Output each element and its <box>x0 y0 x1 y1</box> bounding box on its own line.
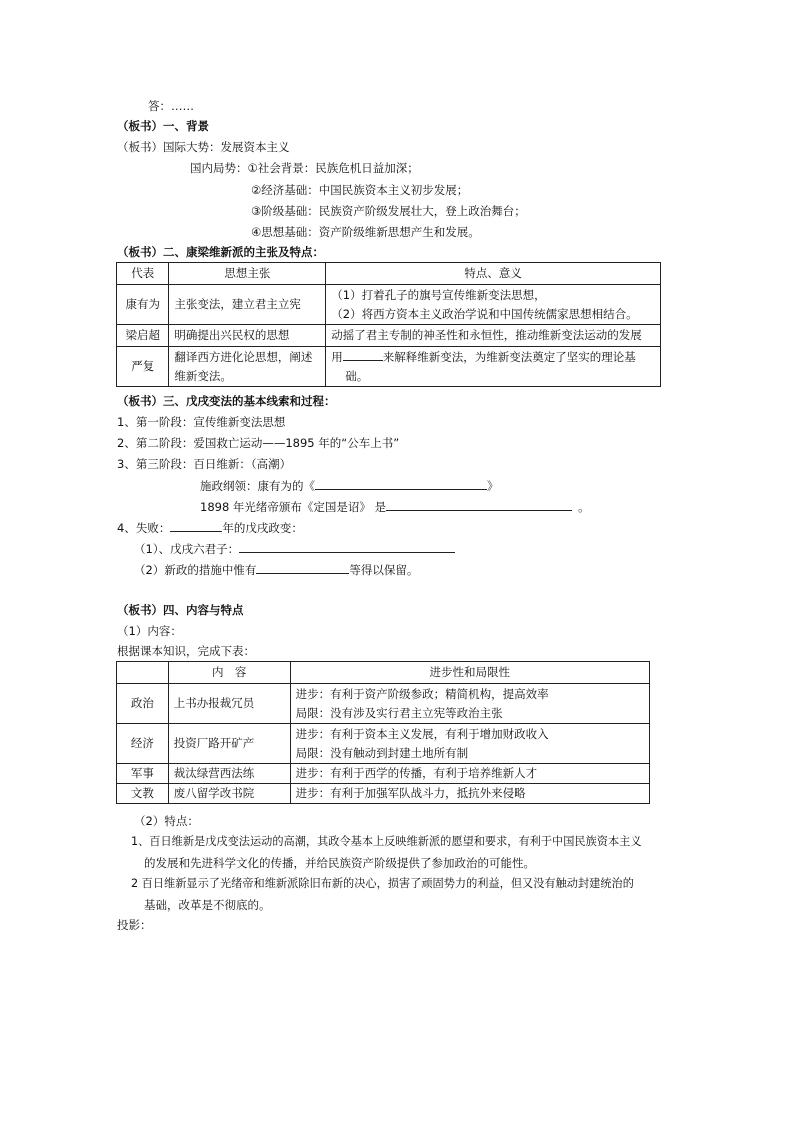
blank-evolution-theory[interactable] <box>343 348 383 361</box>
failure-line: 4、失败： 年的戊戌政变： <box>117 521 303 535</box>
yan-features-cell: 用 来解释维新变法，为维新变法奠定了坚实的理论基 础。 <box>326 347 661 387</box>
background-item-economic: ②经济基础：中国民族资本主义初步发展； <box>251 183 469 197</box>
header-ideas: 思想主张 <box>169 263 326 285</box>
header-content: 内 容 <box>168 662 290 684</box>
header-field-blank <box>117 662 169 684</box>
background-item-ideology: ④思想基础：资产阶级维新思想产生和发展。 <box>251 225 480 239</box>
kang-features-cell: （1）打着孔子的旗号宣传维新变法思想， （2）将西方资本主义政治学说和中国传统儒家思想相结合。 <box>326 285 661 325</box>
assessment-politics: 进步：有利于资产阶级参政；精简机构，提高效率 局限：没有涉及实行君主立宪等政治主张 <box>290 684 649 724</box>
liang-idea-cell: 明确提出兴民权的思想 <box>169 325 326 347</box>
stage-1: 1、第一阶段：宣传维新变法思想 <box>117 415 286 429</box>
field-economy: 经济 <box>117 724 169 764</box>
kang-idea-cell: 主张变法，建立君主立宪 <box>169 285 326 325</box>
blank-failure-year[interactable] <box>170 519 222 532</box>
content-politics: 上书办报裁冗员 <box>168 684 290 724</box>
stage-2: 2、第二阶段：爱国救亡运动——1895 年的“公车上书” <box>117 436 400 450</box>
section-3-title: （板书）三、戊戌变法的基本线索和过程： <box>117 394 336 408</box>
content-military: 裁汰绿营西法练 <box>168 764 290 784</box>
answer-line: 答：…… <box>148 99 194 113</box>
kang-youwei-cell: 康有为 <box>117 285 169 325</box>
section-4-title: （板书）四、内容与特点 <box>117 603 244 617</box>
field-culture-education: 文教 <box>117 784 169 804</box>
assessment-culture-education: 进步：有利于加强军队战斗力，抵抗外来侵略 <box>290 784 649 804</box>
blank-program-title[interactable] <box>315 477 487 490</box>
section-1-title: （板书）一、背景 <box>117 119 209 133</box>
stage-3: 3、第三阶段：百日维新：（高潮） <box>117 457 292 471</box>
content-economy: 投资厂路开矿产 <box>168 724 290 764</box>
reform-program: 施政纲领：康有为的《 》 <box>200 479 499 493</box>
yan-idea-cell: 翻译西方进化论思想，阐述 维新变法。 <box>169 347 326 387</box>
assessment-military: 进步：有利于西学的传播，有利于培养维新人才 <box>290 764 649 784</box>
header-progress-limits: 进步性和局限性 <box>290 662 649 684</box>
feature-1-line-2: 的发展和先进科学文化的传播，并给民族资产阶级提供了参加政治的可能性。 <box>144 856 535 870</box>
reformers-table <box>116 262 661 387</box>
blank-six-gentlemen[interactable] <box>239 540 455 553</box>
field-politics: 政治 <box>117 684 169 724</box>
header-features: 特点、意义 <box>326 263 661 285</box>
feature-2-line-1: 2 百日维新显示了光绪帝和维新派除旧布新的决心，损害了顽固势力的利益，但又没有触动封建统治的 <box>131 877 634 890</box>
features-heading: （2）特点： <box>134 814 199 828</box>
table-instruction: 根据课本知识，完成下表： <box>117 644 255 658</box>
section-2-title: （板书）二、康梁维新派的主张及特点： <box>117 245 324 259</box>
blank-edict-meaning[interactable] <box>386 498 572 511</box>
yan-fu-cell: 严复 <box>117 347 169 387</box>
content-culture-education: 废八留学改书院 <box>168 784 290 804</box>
feature-1-line-1: 1、百日维新是戊戌变法运动的高潮，其政令基本上反映维新派的愿望和要求，有利于中国民族资本主义 <box>131 835 642 848</box>
domestic-trend: 国内局势：①社会背景：民族危机日益加深； <box>190 161 419 175</box>
liang-features-cell: 动摇了君主专制的神圣性和永恒性，推动维新变法运动的发展 <box>326 325 661 347</box>
six-gentlemen-line: （1）、戊戌六君子： <box>134 540 455 557</box>
reform-content-table <box>116 661 650 804</box>
retained-measures-line: （2）新政的措施中惟有 等得以保留。 <box>134 563 419 577</box>
field-military: 军事 <box>117 764 169 784</box>
edict-line: 1898 年光绪帝颁布《定国是诏》 是 。 <box>200 500 590 514</box>
international-trend: （板书）国际大势：发展资本主义 <box>117 140 290 154</box>
header-representative: 代表 <box>117 263 169 285</box>
content-heading: （1）内容： <box>117 624 182 638</box>
background-item-class: ③阶级基础：民族资产阶级发展壮大，登上政治舞台； <box>251 204 526 218</box>
projection-label: 投影： <box>117 918 152 932</box>
assessment-economy: 进步：有利于资本主义发展，有利于增加财政收入 局限：没有触动到封建土地所有制 <box>290 724 649 764</box>
blank-retained-measure[interactable] <box>256 561 349 574</box>
feature-2-line-2: 基础，改革是不彻底的。 <box>144 898 271 912</box>
liang-qichao-cell: 梁启超 <box>117 325 169 347</box>
